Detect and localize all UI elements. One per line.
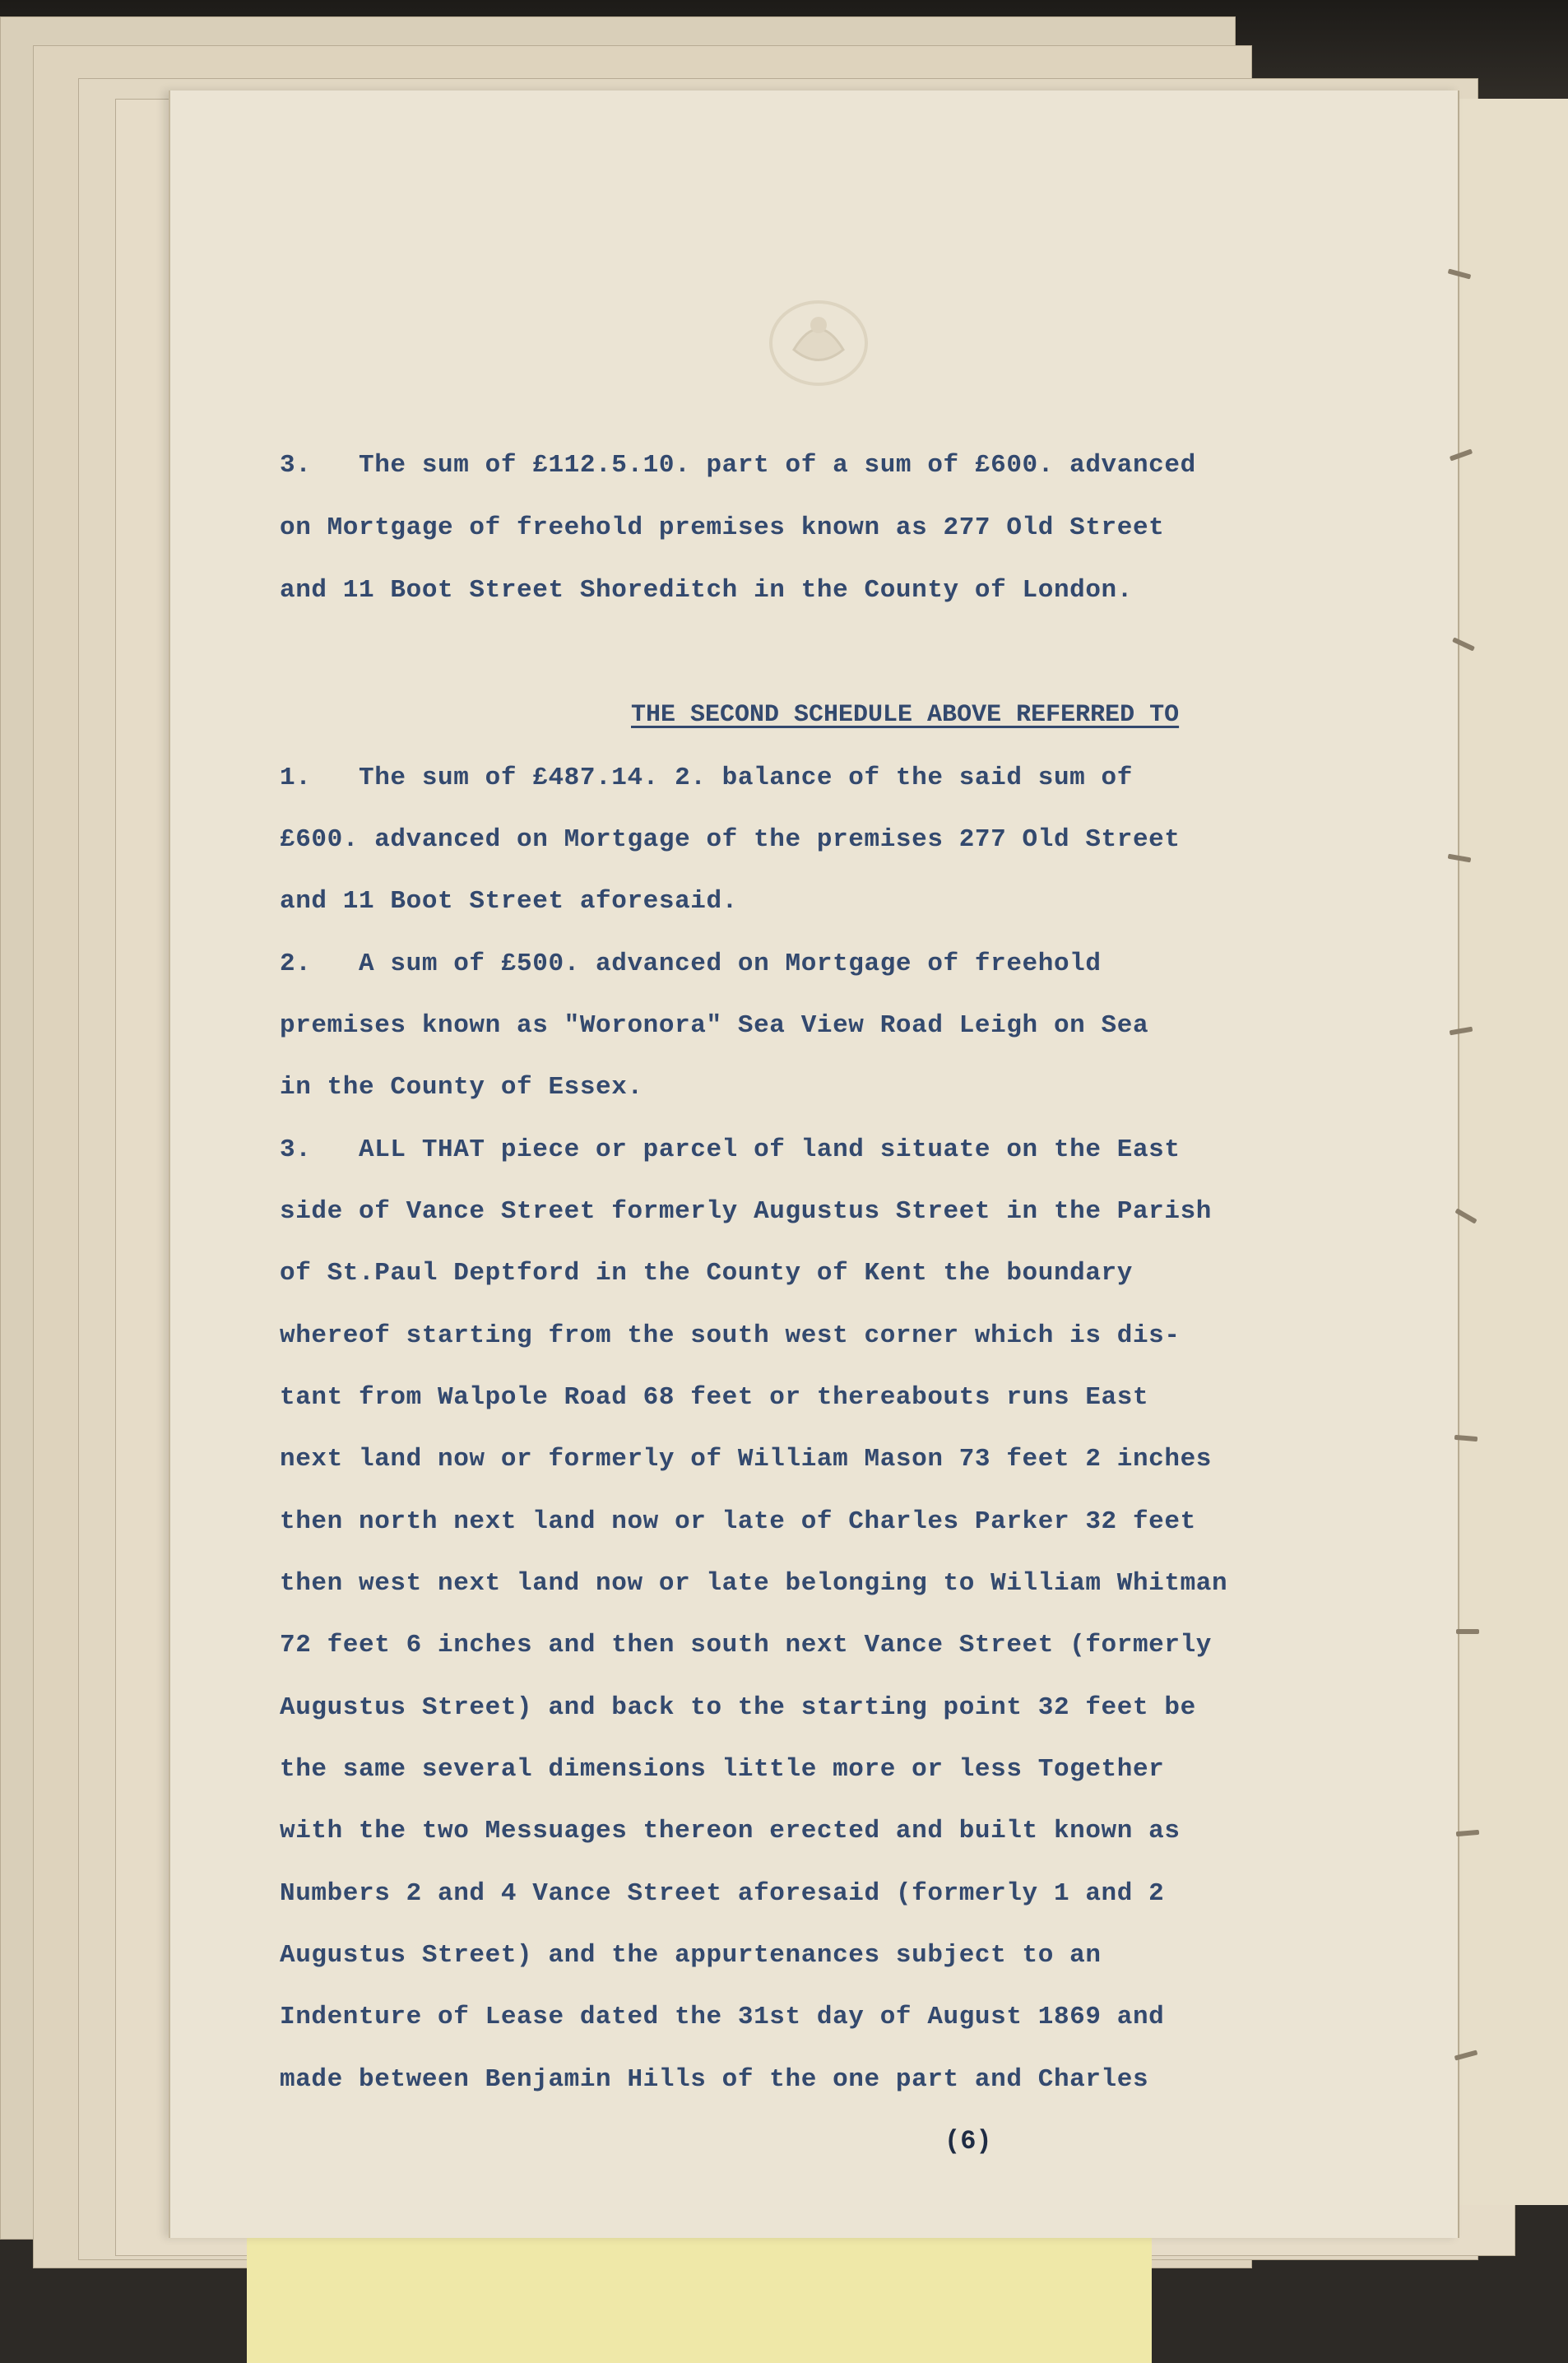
yellow-tab xyxy=(247,2221,1152,2363)
text-line: whereof starting from the south west corner which is dis- xyxy=(280,1321,1181,1350)
embossed-seal-icon xyxy=(761,292,876,391)
schedule-body xyxy=(280,764,1228,2094)
text-line: then west next land now or late belonging to William Whitman xyxy=(280,1569,1228,1598)
text-line: Augustus Street) and the appurtenances subject to an xyxy=(280,1941,1102,1970)
text-line: £600. advanced on Mortgage of the premises 277 Old Street xyxy=(280,825,1181,854)
page-number: (6) xyxy=(944,2126,992,2156)
intro-paragraph xyxy=(280,451,1196,605)
adjacent-page-edge xyxy=(1456,99,1568,2205)
text-line: with the two Messuages thereon erected and built known as xyxy=(280,1817,1181,1845)
text-line: in the County of Essex. xyxy=(280,1073,643,1102)
text-line: next land now or formerly of William Mason 73 feet 2 inches xyxy=(280,1445,1212,1474)
text-line: on Mortgage of freehold premises known as 277 Old Street xyxy=(280,513,1165,542)
binding-mark xyxy=(1456,1629,1479,1634)
schedule-heading: THE SECOND SCHEDULE ABOVE REFERRED TO xyxy=(631,701,1180,729)
text-line: 3. ALL THAT piece or parcel of land situate on the East xyxy=(280,1135,1181,1164)
text-line: side of Vance Street formerly Augustus Street in the Parish xyxy=(280,1197,1212,1226)
text-line: the same several dimensions little more or less Together xyxy=(280,1755,1165,1784)
text-line: of St.Paul Deptford in the County of Kent the boundary xyxy=(280,1259,1133,1288)
text-line: and 11 Boot Street aforesaid. xyxy=(280,887,738,916)
text-line: premises known as "Woronora" Sea View Road Leigh on Sea xyxy=(280,1011,1149,1040)
text-line: 2. A sum of £500. advanced on Mortgage of freehold xyxy=(280,949,1102,978)
text-line: 3. The sum of £112.5.10. part of a sum of £600. advanced xyxy=(280,451,1196,480)
text-line: 72 feet 6 inches and then south next Vance Street (formerly xyxy=(280,1631,1212,1660)
document-page xyxy=(169,91,1459,2238)
text-line: Augustus Street) and back to the starting point 32 feet be xyxy=(280,1693,1196,1722)
text-line: Numbers 2 and 4 Vance Street aforesaid (formerly 1 and 2 xyxy=(280,1879,1165,1908)
text-line: then north next land now or late of Charles Parker 32 feet xyxy=(280,1507,1196,1536)
text-line: and 11 Boot Street Shoreditch in the County of London. xyxy=(280,576,1133,605)
text-line: tant from Walpole Road 68 feet or thereabouts runs East xyxy=(280,1383,1149,1412)
text-line: Indenture of Lease dated the 31st day of August 1869 and xyxy=(280,2003,1165,2031)
text-line: 1. The sum of £487.14. 2. balance of the said sum of xyxy=(280,764,1133,792)
text-line: made between Benjamin Hills of the one part and Charles xyxy=(280,2065,1149,2094)
